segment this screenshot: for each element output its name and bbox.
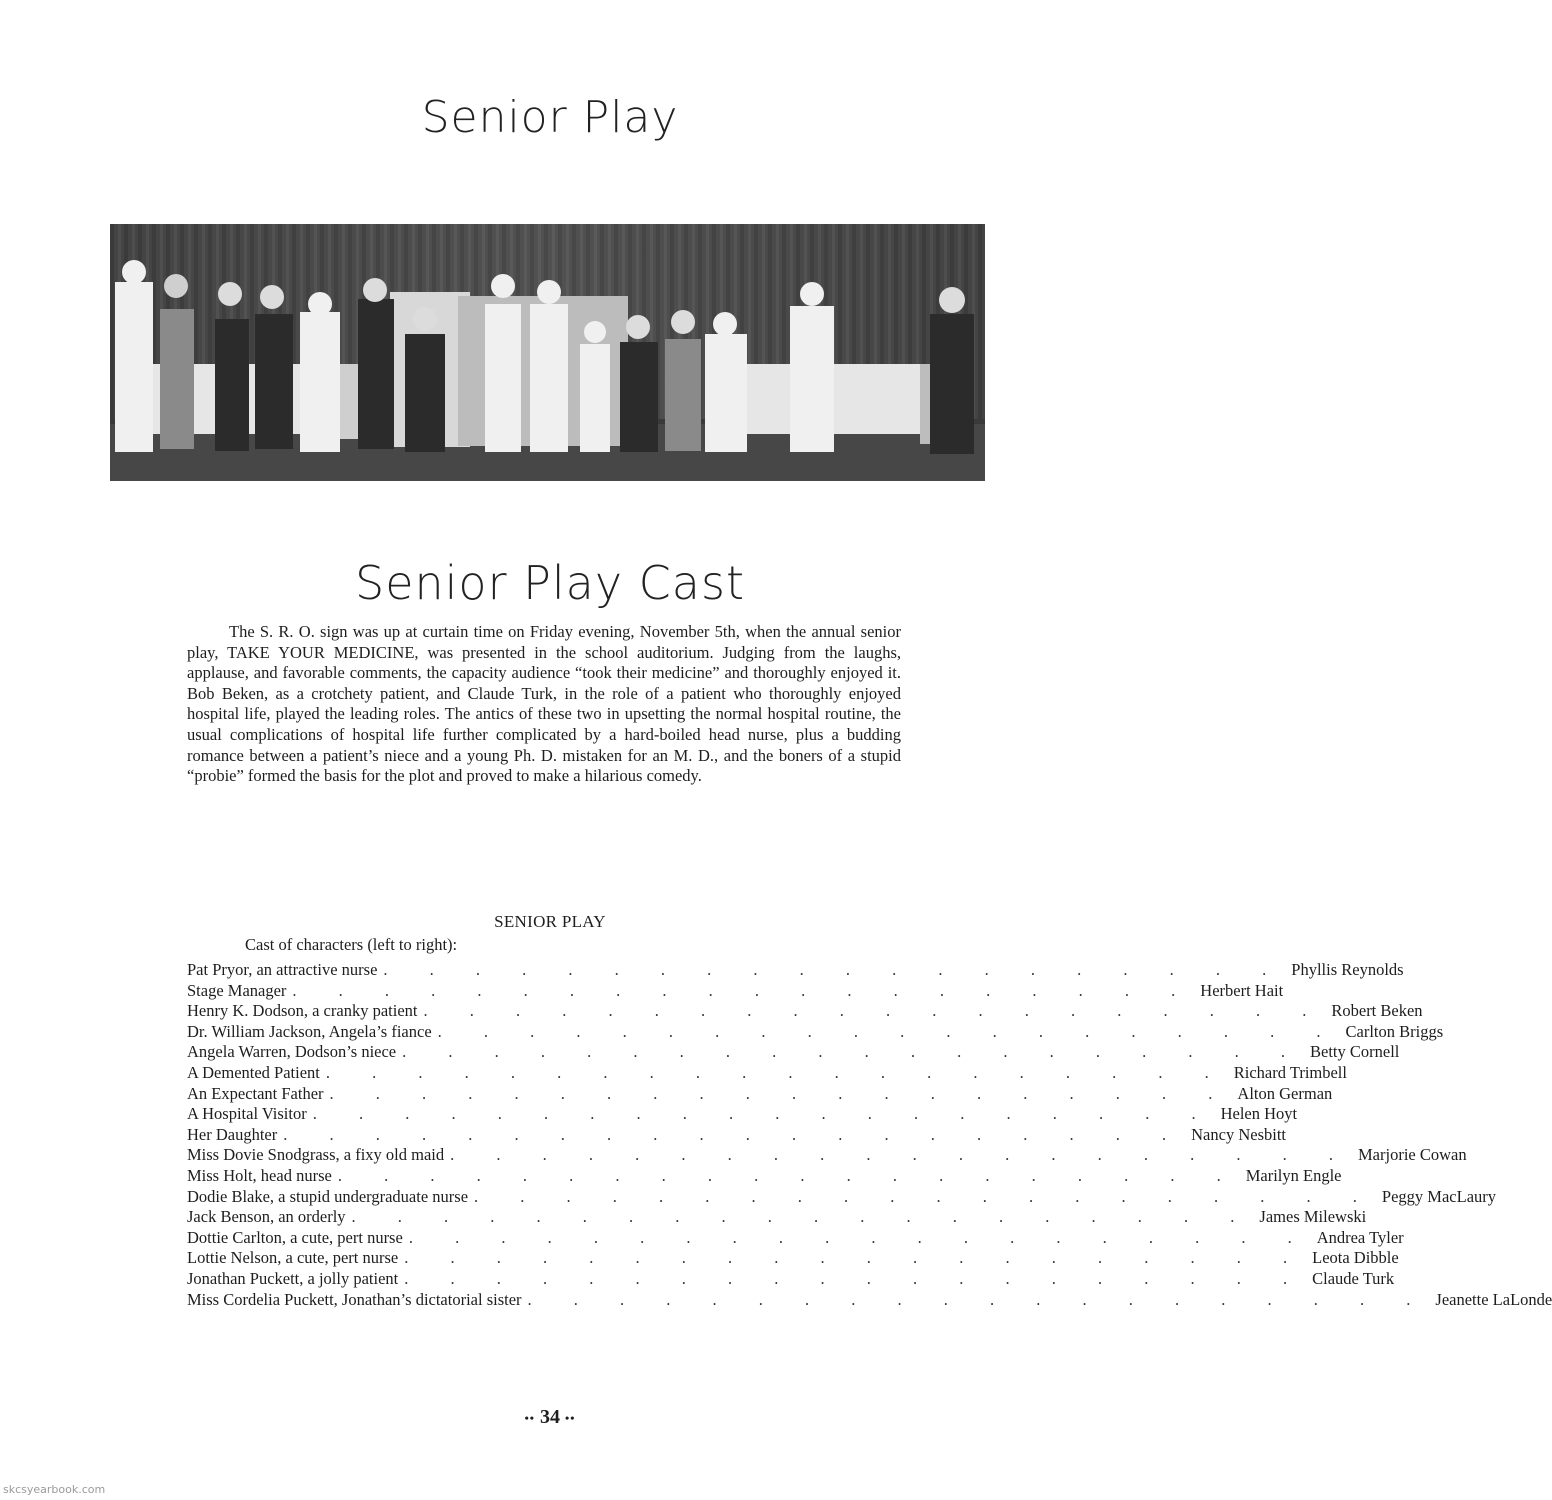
cast-row bbox=[187, 1248, 1399, 1269]
dot-leader: . . . . . . . . . . . . . . . . . . . . bbox=[325, 1062, 1228, 1082]
cast-row bbox=[187, 1186, 1497, 1208]
page-number bbox=[0, 1406, 1100, 1429]
cast-actor: Marilyn Engle bbox=[1245, 1165, 1342, 1185]
page-title: Senior Play bbox=[421, 92, 679, 143]
cast-actor: Peggy MacLaury bbox=[1381, 1186, 1497, 1206]
dot-leader: . . . . . . . . . . . . . . . . . . . . bbox=[527, 1289, 1430, 1309]
cast-role: Miss Dovie Snodgrass, a fixy old maid bbox=[187, 1145, 445, 1165]
dot-leader: . . . . . . . . . . . . . . . . . . . . bbox=[474, 1186, 1376, 1206]
cast-subheading: Cast of characters (left to right): bbox=[245, 935, 458, 954]
cast-actor: Jeanette LaLonde bbox=[1435, 1289, 1552, 1309]
summary-paragraph: The S. R. O. sign was up at curtain time on Friday evening, November 5th, when the annual senior play, TAKE YOUR MEDICINE, was presented in the school auditorium. Judging from the laughs, applause, and favorable comments, the capacity audience “took their medicine” and thoroughly enjoyed it. Bob Beken, as a crotchety patient, and Claude Turk, in the role of a patient who thoroughly enjoyed hospital life, played the leading roles. The antics of these two in upsetting the normal hospital routine, the usual complications of hospital life further complicated by a hard-boiled head nurse, plus a budding romance between a patient’s niece and a young Ph. D. mistaken for an M. D., and the boners of a stupid “probie” formed the basis for the plot and proved to make a hilarious comedy. bbox=[187, 622, 901, 786]
cast-row bbox=[187, 1021, 1444, 1043]
cast-actor: Richard Trimbell bbox=[1233, 1062, 1347, 1082]
cast-row bbox=[187, 1207, 1367, 1228]
dot-leader: . . . . . . . . . . . . . . . . . . . . bbox=[402, 1042, 1305, 1062]
cast-row bbox=[187, 1165, 1342, 1187]
cast-actor: James Milewski bbox=[1259, 1207, 1367, 1227]
cast-role: Dottie Carlton, a cute, pert nurse bbox=[187, 1227, 403, 1247]
section-title: Senior Play Cast bbox=[355, 556, 745, 610]
cast-actor: Claude Turk bbox=[1312, 1268, 1395, 1288]
cast-row bbox=[187, 1062, 1347, 1084]
cast-row bbox=[187, 1042, 1400, 1063]
cast-role: Jonathan Puckett, a jolly patient bbox=[187, 1268, 399, 1288]
cast-row bbox=[187, 1124, 1286, 1146]
dot-leader: . . . . . . . . . . . . . . . . . . . . bbox=[383, 960, 1286, 979]
cast-actor: Marjorie Cowan bbox=[1358, 1145, 1467, 1165]
cast-row bbox=[187, 1104, 1298, 1125]
cast-role: Pat Pryor, an attractive nurse bbox=[187, 960, 378, 979]
ornament-left: •• bbox=[524, 1410, 535, 1425]
cast-actor: Robert Beken bbox=[1331, 1001, 1423, 1021]
dot-leader: . . . . . . . . . . . . . . . . . . . . bbox=[423, 1001, 1326, 1021]
cast-role: Angela Warren, Dodson’s niece bbox=[187, 1042, 397, 1062]
cast-photo-image bbox=[110, 224, 985, 481]
dot-leader: . . . . . . . . . . . . . . . . . . . . bbox=[404, 1268, 1307, 1288]
cast-row bbox=[187, 1268, 1395, 1290]
dot-leader: . . . . . . . . . . . . . . . . . . . . bbox=[450, 1145, 1352, 1165]
cast-actor: Herbert Hait bbox=[1200, 980, 1284, 1000]
cast-actor: Leota Dibble bbox=[1312, 1248, 1399, 1268]
dot-leader: . . . . . . . . . . . . . . . . . . . . bbox=[283, 1124, 1186, 1144]
cast-actor: Phyllis Reynolds bbox=[1291, 960, 1404, 979]
cast-role: Her Daughter bbox=[187, 1124, 278, 1144]
cast-actor: Andrea Tyler bbox=[1316, 1227, 1404, 1247]
dot-leader: . . . . . . . . . . . . . . . . . . . . bbox=[408, 1227, 1311, 1247]
cast-role: Miss Holt, head nurse bbox=[187, 1165, 332, 1185]
ornament-right: •• bbox=[565, 1410, 576, 1425]
cast-heading: SENIOR PLAY bbox=[494, 912, 606, 931]
cast-role: A Demented Patient bbox=[187, 1062, 320, 1082]
cast-role: Stage Manager bbox=[187, 980, 287, 1000]
cast-role: Lottie Nelson, a cute, pert nurse bbox=[187, 1248, 399, 1268]
cast-role: Dodie Blake, a stupid undergraduate nurse bbox=[187, 1186, 469, 1206]
dot-leader: . . . . . . . . . . . . . . . . . . . . bbox=[351, 1207, 1254, 1227]
cast-row bbox=[187, 960, 1404, 981]
cast-row bbox=[187, 1145, 1467, 1166]
dot-leader: . . . . . . . . . . . . . . . . . . . . bbox=[292, 980, 1195, 1000]
cast-role: An Expectant Father bbox=[187, 1083, 324, 1103]
page-number-value: 34 bbox=[540, 1406, 560, 1428]
cast-actor: Carlton Briggs bbox=[1345, 1021, 1444, 1041]
cast-actor: Nancy Nesbitt bbox=[1191, 1124, 1286, 1144]
cast-role: Jack Benson, an orderly bbox=[187, 1207, 346, 1227]
cast-row bbox=[187, 1227, 1404, 1249]
cast-role: Henry K. Dodson, a cranky patient bbox=[187, 1001, 418, 1021]
cast-row bbox=[187, 980, 1284, 1002]
cast-actor: Helen Hoyt bbox=[1220, 1104, 1298, 1124]
cast-actor: Betty Cornell bbox=[1310, 1042, 1400, 1062]
cast-role: A Hospital Visitor bbox=[187, 1104, 307, 1124]
cast-role: Dr. William Jackson, Angela’s fiance bbox=[187, 1021, 432, 1041]
dot-leader: . . . . . . . . . . . . . . . . . . . . bbox=[312, 1104, 1215, 1124]
dot-leader: . . . . . . . . . . . . . . . . . . . . bbox=[404, 1248, 1307, 1268]
cast-row bbox=[187, 1001, 1423, 1022]
dot-leader: . . . . . . . . . . . . . . . . . . . . bbox=[329, 1083, 1232, 1103]
cast-role: Miss Cordelia Puckett, Jonathan’s dictatorial sister bbox=[187, 1289, 522, 1309]
dot-leader: . . . . . . . . . . . . . . . . . . . . bbox=[337, 1165, 1240, 1185]
watermark: skcsyearbook.com bbox=[3, 1483, 106, 1496]
cast-row bbox=[187, 1289, 1552, 1311]
cast-photo bbox=[110, 224, 985, 481]
cast-list bbox=[187, 960, 1552, 1310]
dot-leader: . . . . . . . . . . . . . . . . . . . . bbox=[437, 1021, 1340, 1041]
cast-row bbox=[187, 1083, 1333, 1105]
cast-actor: Alton German bbox=[1237, 1083, 1333, 1103]
